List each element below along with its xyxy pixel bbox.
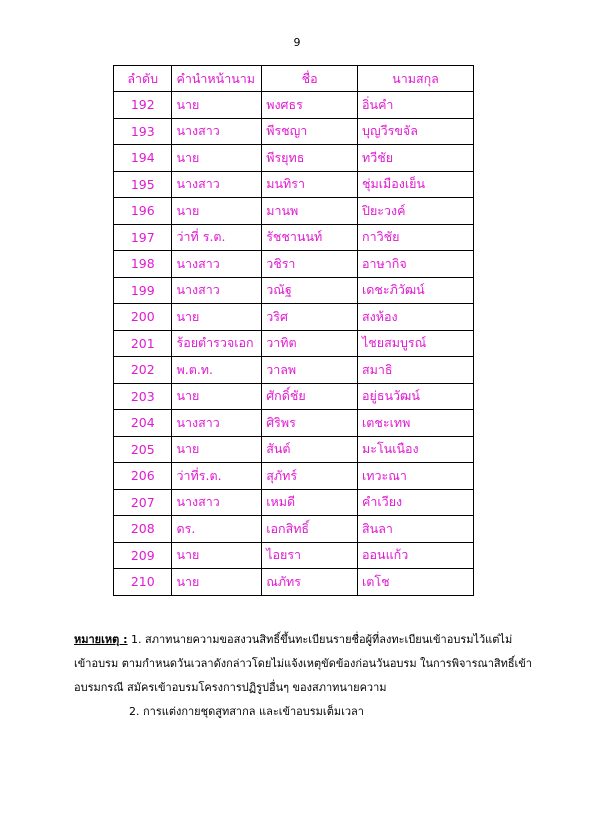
cell-no: 206	[114, 463, 172, 490]
table-header-row	[114, 66, 474, 92]
note-line-3: อบรมกรณี สมัครเข้าอบรมโครงการปฏิรูปอื่นๆ ของสภาทนายความ	[74, 681, 387, 694]
header-last-name: นามสกุล	[358, 66, 474, 92]
cell-title: นาย	[172, 304, 262, 331]
cell-first-name: เหมดี	[262, 489, 358, 516]
note-line-1	[74, 628, 544, 652]
cell-last-name: เดชะภิวัฒน์	[358, 277, 474, 304]
table-row	[114, 357, 474, 384]
cell-no: 196	[114, 198, 172, 225]
cell-first-name: พงศธร	[262, 92, 358, 119]
cell-last-name: คำเวียง	[358, 489, 474, 516]
table-row	[114, 489, 474, 516]
cell-last-name: บุญวีรขจัล	[358, 118, 474, 145]
cell-title: นาย	[172, 145, 262, 172]
cell-no: 197	[114, 224, 172, 251]
cell-no: 202	[114, 357, 172, 384]
cell-first-name: เอกสิทธิ์	[262, 516, 358, 543]
cell-last-name: สมาธิ	[358, 357, 474, 384]
table-row	[114, 118, 474, 145]
cell-no: 207	[114, 489, 172, 516]
header-no: ลำดับ	[114, 66, 172, 92]
cell-no: 199	[114, 277, 172, 304]
page-number: 9	[293, 36, 301, 49]
cell-no: 203	[114, 383, 172, 410]
cell-no: 210	[114, 569, 172, 596]
cell-last-name: ปิยะวงค์	[358, 198, 474, 225]
cell-no: 200	[114, 304, 172, 331]
cell-title: นาย	[172, 383, 262, 410]
cell-last-name: อยู่ธนวัฒน์	[358, 383, 474, 410]
table-row	[114, 436, 474, 463]
cell-first-name: พีรยุทธ	[262, 145, 358, 172]
cell-first-name: มนทิรา	[262, 171, 358, 198]
cell-first-name: ไอยรา	[262, 542, 358, 569]
cell-first-name: วาลพ	[262, 357, 358, 384]
cell-first-name: ณภัทร	[262, 569, 358, 596]
note-text-1: 1. สภาทนายความขอสงวนสิทธิ์ขึ้นทะเบียนรายชื่อผู้ที่ลงทะเบียนเข้าอบรมไว้แต่ไม่	[127, 633, 513, 646]
table-row	[114, 569, 474, 596]
cell-title: ดร.	[172, 516, 262, 543]
table-row	[114, 463, 474, 490]
table-row	[114, 171, 474, 198]
cell-title: นาย	[172, 198, 262, 225]
cell-title: นางสาว	[172, 410, 262, 437]
cell-first-name: ศักดิ์ชัย	[262, 383, 358, 410]
table-row	[114, 145, 474, 172]
note-line-4: 2. การแต่งกายชุดสูทสากล และเข้าอบรมเต็มเวลา	[129, 705, 364, 718]
cell-no: 195	[114, 171, 172, 198]
note-line-2: เข้าอบรม ตามกำหนดวันเวลาดังกล่าวโดยไม่แจ้งเหตุขัดข้องก่อนวันอบรม ในการพิจารณาสิทธิ์เข้า	[74, 657, 533, 670]
table-row	[114, 224, 474, 251]
table-row	[114, 198, 474, 225]
cell-title: นาย	[172, 542, 262, 569]
attendee-table	[113, 65, 474, 596]
cell-title: นางสาว	[172, 251, 262, 278]
cell-first-name: รัชชานนท์	[262, 224, 358, 251]
cell-title: นางสาว	[172, 118, 262, 145]
cell-no: 192	[114, 92, 172, 119]
table-row	[114, 92, 474, 119]
table-row	[114, 516, 474, 543]
cell-first-name: วณัฐ	[262, 277, 358, 304]
cell-first-name: สันต์	[262, 436, 358, 463]
cell-first-name: สุภัทร์	[262, 463, 358, 490]
cell-last-name: ทวีชัย	[358, 145, 474, 172]
cell-title: นาย	[172, 92, 262, 119]
table-row	[114, 383, 474, 410]
cell-no: 193	[114, 118, 172, 145]
cell-no: 201	[114, 330, 172, 357]
cell-last-name: สงห้อง	[358, 304, 474, 331]
cell-last-name: สินลา	[358, 516, 474, 543]
notes-section	[74, 628, 544, 724]
table-row	[114, 251, 474, 278]
table-row	[114, 304, 474, 331]
cell-title: นาย	[172, 436, 262, 463]
table-row	[114, 277, 474, 304]
cell-last-name: เตโช	[358, 569, 474, 596]
header-title: คำนำหน้านาม	[172, 66, 262, 92]
table-row	[114, 410, 474, 437]
cell-no: 198	[114, 251, 172, 278]
cell-last-name: ชุ่มเมืองเย็น	[358, 171, 474, 198]
notes-heading: หมายเหตุ :	[74, 633, 128, 646]
cell-first-name: วริศ	[262, 304, 358, 331]
cell-title: พ.ต.ท.	[172, 357, 262, 384]
cell-last-name: อาษากิจ	[358, 251, 474, 278]
cell-no: 205	[114, 436, 172, 463]
table-row	[114, 330, 474, 357]
cell-last-name: เทวะณา	[358, 463, 474, 490]
cell-first-name: มานพ	[262, 198, 358, 225]
cell-first-name: วชิรา	[262, 251, 358, 278]
table-row	[114, 542, 474, 569]
header-first-name: ชื่อ	[262, 66, 358, 92]
cell-first-name: ศิริพร	[262, 410, 358, 437]
cell-last-name: เตชะเทพ	[358, 410, 474, 437]
cell-title: นาย	[172, 569, 262, 596]
cell-last-name: ออนแก้ว	[358, 542, 474, 569]
cell-last-name: อิ่นคำ	[358, 92, 474, 119]
cell-no: 194	[114, 145, 172, 172]
cell-last-name: กาวิชัย	[358, 224, 474, 251]
cell-last-name: มะโนเนือง	[358, 436, 474, 463]
cell-title: ว่าที่ร.ต.	[172, 463, 262, 490]
cell-first-name: วาทิต	[262, 330, 358, 357]
cell-last-name: ไชยสมบูรณ์	[358, 330, 474, 357]
cell-title: ว่าที่ ร.ต.	[172, 224, 262, 251]
cell-title: ร้อยตำรวจเอก	[172, 330, 262, 357]
table-body	[114, 92, 474, 596]
cell-no: 208	[114, 516, 172, 543]
cell-title: นางสาว	[172, 277, 262, 304]
cell-title: นางสาว	[172, 489, 262, 516]
cell-no: 209	[114, 542, 172, 569]
cell-no: 204	[114, 410, 172, 437]
cell-title: นางสาว	[172, 171, 262, 198]
cell-first-name: พีรชญา	[262, 118, 358, 145]
